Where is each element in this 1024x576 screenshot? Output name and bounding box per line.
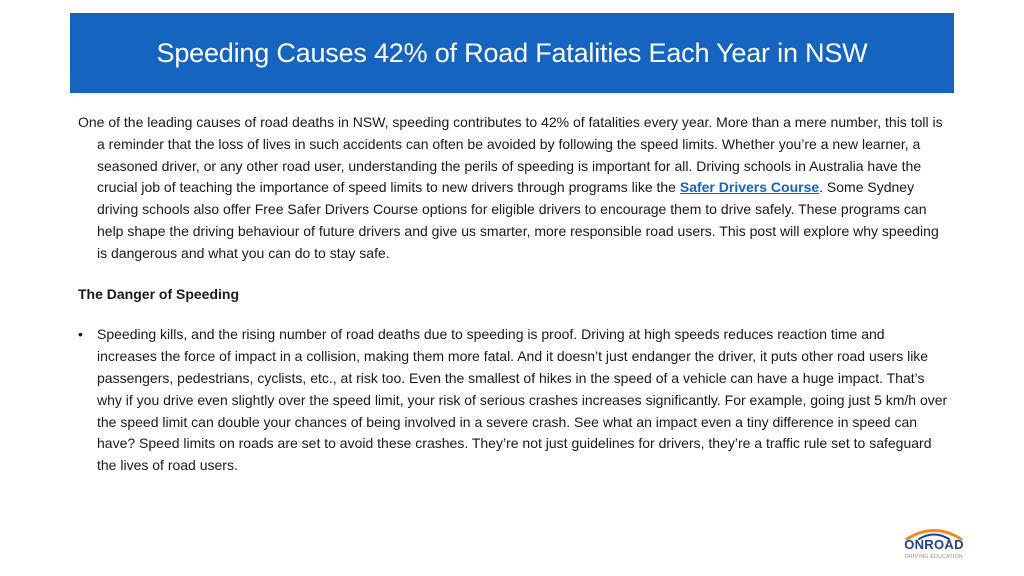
logo-wordmark: ONROAD [904, 537, 964, 552]
bullet-icon: • [78, 326, 83, 343]
article-body [78, 112, 948, 477]
logo-tagline: DRIVING EDUCATION [904, 554, 964, 560]
title-banner [70, 13, 954, 93]
bullet-text: Speeding kills, and the rising number of road deaths due to speeding is proof. Driving at high speeds reduces reaction time and increases the force of impact in a collision, making them more fatal. And it doesn’t just endanger the driver, it puts other road users like passengers, pedestrians, cyclists, etc., at risk too. Even the smallest of hikes in the speed of a vehicle can have a huge impact. That’s why if you drive even slightly over the speed limit, your risk of serious crashes increases significantly. For example, going just 5 km/h over the speed limit can double your chances of being involved in a severe crash. See what an impact even a tiny difference in speed can have? Speed limits on roads are set to avoid these crashes. They’re not just guidelines for drivers, they’re a traffic rule set to safeguard the lives of road users. [97, 326, 948, 474]
section-heading: The Danger of Speeding [78, 285, 240, 302]
intro-text-before-link: One of the leading causes of road deaths in NSW, speeding contributes to 42% of fatalities every year. More than a mere number, this toll is a reminder that the loss of lives in such accidents can often be avoided by following the speed limits. Whether you’re a new learner, a seasoned driver, or any other road user, understanding the perils of speeding is important for all. Driving schools in Australia have the crucial job of teaching the importance of speed limits to new drivers through programs like the [78, 114, 943, 196]
safer-drivers-course-link[interactable]: Safer Drivers Course [679, 179, 820, 196]
page-title: Speeding Causes 42% of Road Fatalities Each Year in NSW [156, 37, 868, 68]
bullet-item [78, 324, 948, 477]
intro-text-after-link: . Some Sydney driving schools also offer Free Safer Drivers Course options for eligible drivers to encourage them to drive safely. These programs can help shape the driving behaviour of future drivers and give us smarter, more responsible road users. This post will explore why speeding is dangerous and what you can do to stay safe. [97, 179, 939, 261]
intro-paragraph [78, 112, 948, 265]
onroad-logo [897, 526, 971, 564]
